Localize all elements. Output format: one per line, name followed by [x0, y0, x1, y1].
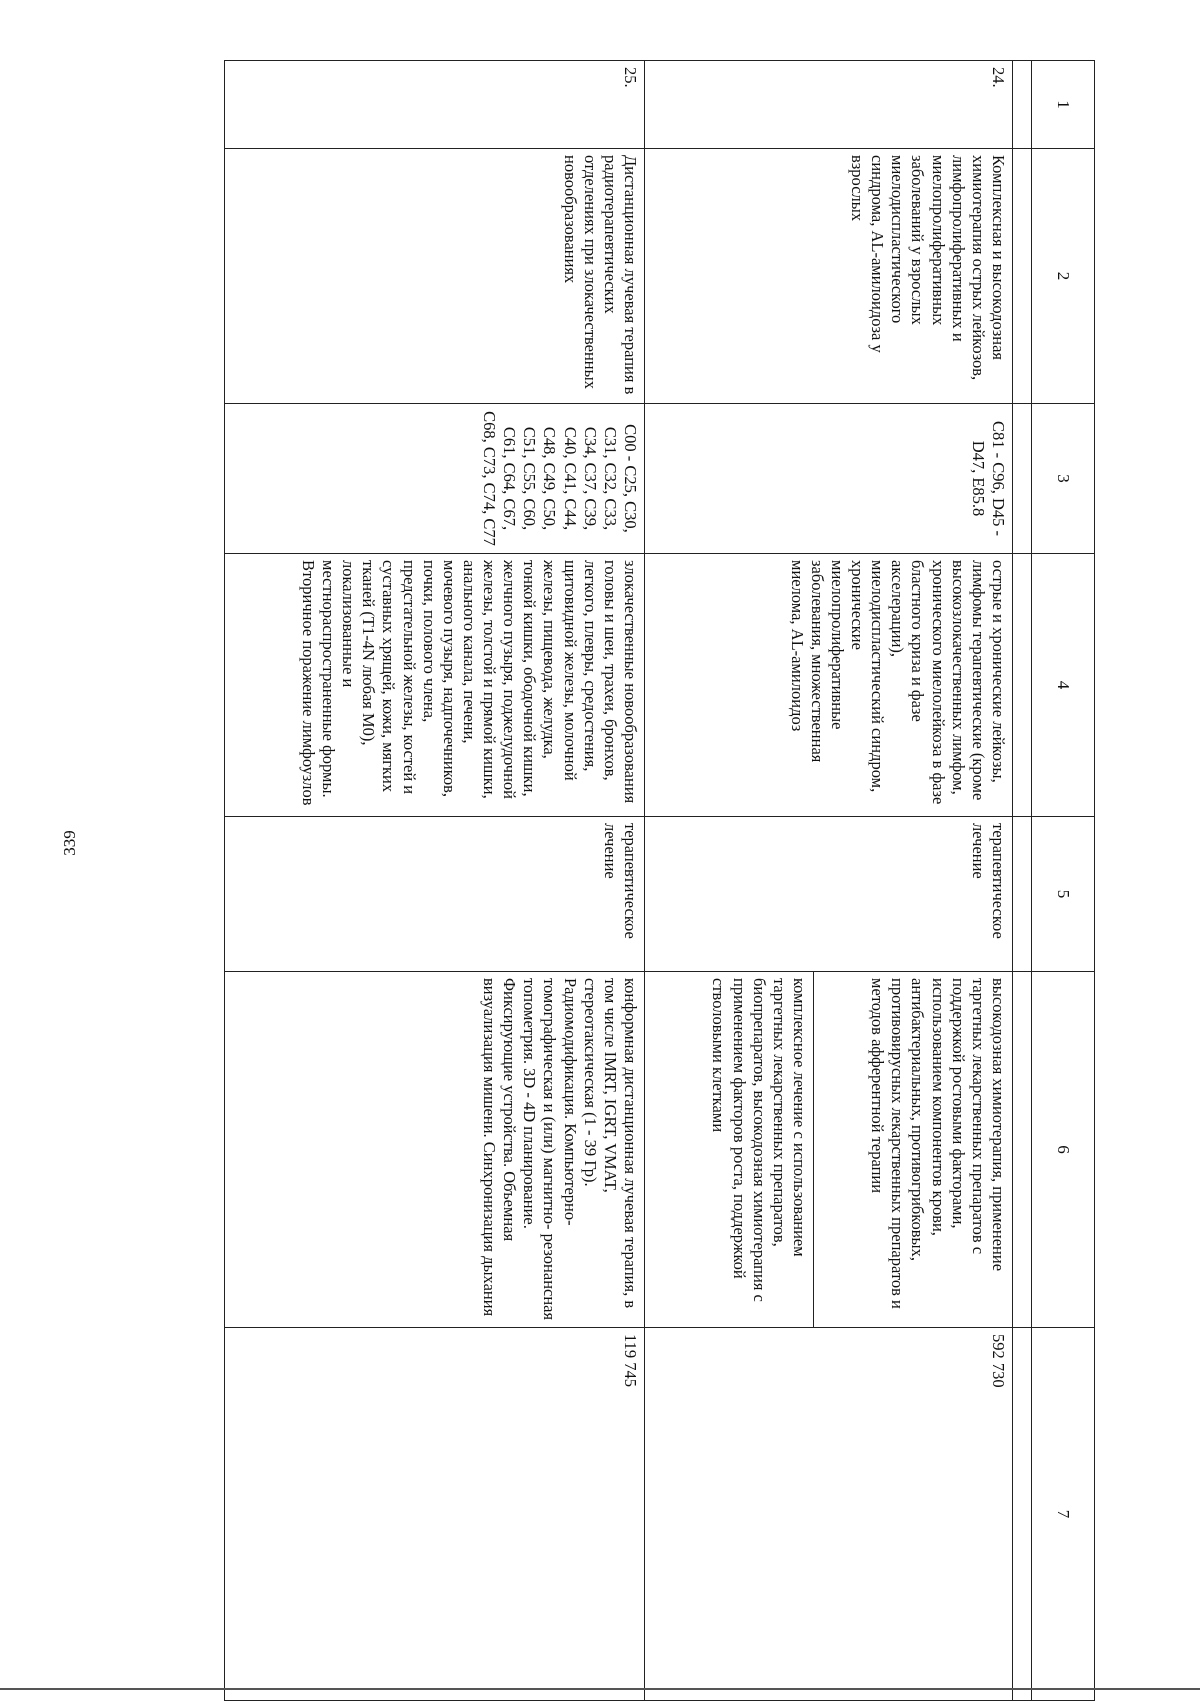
- page-number: 339: [60, 830, 79, 856]
- cost-value: 119 745: [225, 1328, 645, 1701]
- column-header: 5: [1032, 817, 1095, 972]
- patient-model: злокачественные новообразования головы и шеи, трахеи, бронхов, легкого, плевры, средостения, щитовидной железы, молочной железы, пищевода, желудка, тонкой кишки, ободочной кишки, желчного пузыря, поджелудочной железы, толстой и прямой кишки, анального канала, печени, мочевого пузыря, надпочечников, почки, полового члена, предстательной железы, костей и суставных хрящей, кожи, мягких тканей (T1-4N любая M0), локализованные и местнораспространенные формы. Вторичное поражение лимфоузлов: [225, 554, 645, 817]
- column-header: 7: [1032, 1328, 1095, 1701]
- bottom-edge-line: [0, 1688, 1200, 1690]
- row-number: 25.: [225, 61, 645, 149]
- table-row: [225, 61, 645, 1701]
- column-header: 4: [1032, 554, 1095, 817]
- treatment-type: терапевтическое лечение: [645, 817, 1013, 972]
- icd-codes: C00 - C25, C30, C31, C32, C33, C34, C37, C39, C40, C41, C44, C48, C49, C50, C51, C55, C60, C61, C64, C67, C68, C73, C74, C77: [225, 404, 645, 554]
- icd-codes: C81 - C96, D45 - D47, E85.8: [645, 404, 1013, 554]
- spacer-row: [1013, 61, 1032, 1701]
- methods-subtable: [704, 972, 1012, 1327]
- medical-care-table: [224, 60, 1095, 1701]
- row-number: 24.: [645, 61, 1013, 149]
- rotated-table-container: [85, 60, 1095, 1700]
- header-row: [1032, 61, 1095, 1701]
- treatment-methods: [645, 972, 1013, 1328]
- care-type-name: Дистанционная лучевая терапия в радиотерапевтических отделениях при злокачественных новообразованиях: [225, 149, 645, 404]
- treatment-type: терапевтическое лечение: [225, 817, 645, 972]
- patient-model: острые и хронические лейкозы, лимфомы терапевтические (кроме высокозлокачественных лимфом, хронического миелолейкоза в фазе бластного криза и фазе акселерации), миелодиспластический синдром, хронические миелопролиферативные заболевания, множественная миелома, AL-амилоидоз: [645, 554, 1013, 817]
- treatment-methods: конформная дистанционная лучевая терапия, в том числе IMRT, IGRT, VMAT, стереотаксическая (1 - 39 Гр). Радиомодификация. Компьютерно- томографическая и (или) магнитно- резонансная топометрия. 3D - 4D планирование. Фиксирующие устройства. Объемная визуализация мишени. Синхронизация дыхания: [225, 972, 645, 1328]
- cost-value: 592 730: [645, 1328, 1013, 1701]
- column-header: 3: [1032, 404, 1095, 554]
- column-header: 6: [1032, 972, 1095, 1328]
- method-text: высокодозная химиотерапия, применение таргетных лекарственных препаратов с поддержкой ростовыми факторами, использованием компонентов крови, антибактериальных, противогрибковых, противовирусных лекарственных препаратов и методов афферентной терапии: [868, 978, 1008, 1309]
- care-type-name: Комплексная и высокодозная химиотерапия острых лейкозов, лимфопролиферативных и миелопролиферативных заболеваний у взрослых миелодиспластического синдрома, AL-амилоидоза у взрослых: [645, 149, 1013, 404]
- column-header: 1: [1032, 61, 1095, 149]
- table-row: [645, 61, 1013, 1701]
- column-header: 2: [1032, 149, 1095, 404]
- method-text: комплексное лечение с использованием таргетных лекарственных препаратов, биопрепаратов, высокодозная химиотерапия с применением факторов роста, поддержкой стволовыми клетками: [704, 972, 813, 1327]
